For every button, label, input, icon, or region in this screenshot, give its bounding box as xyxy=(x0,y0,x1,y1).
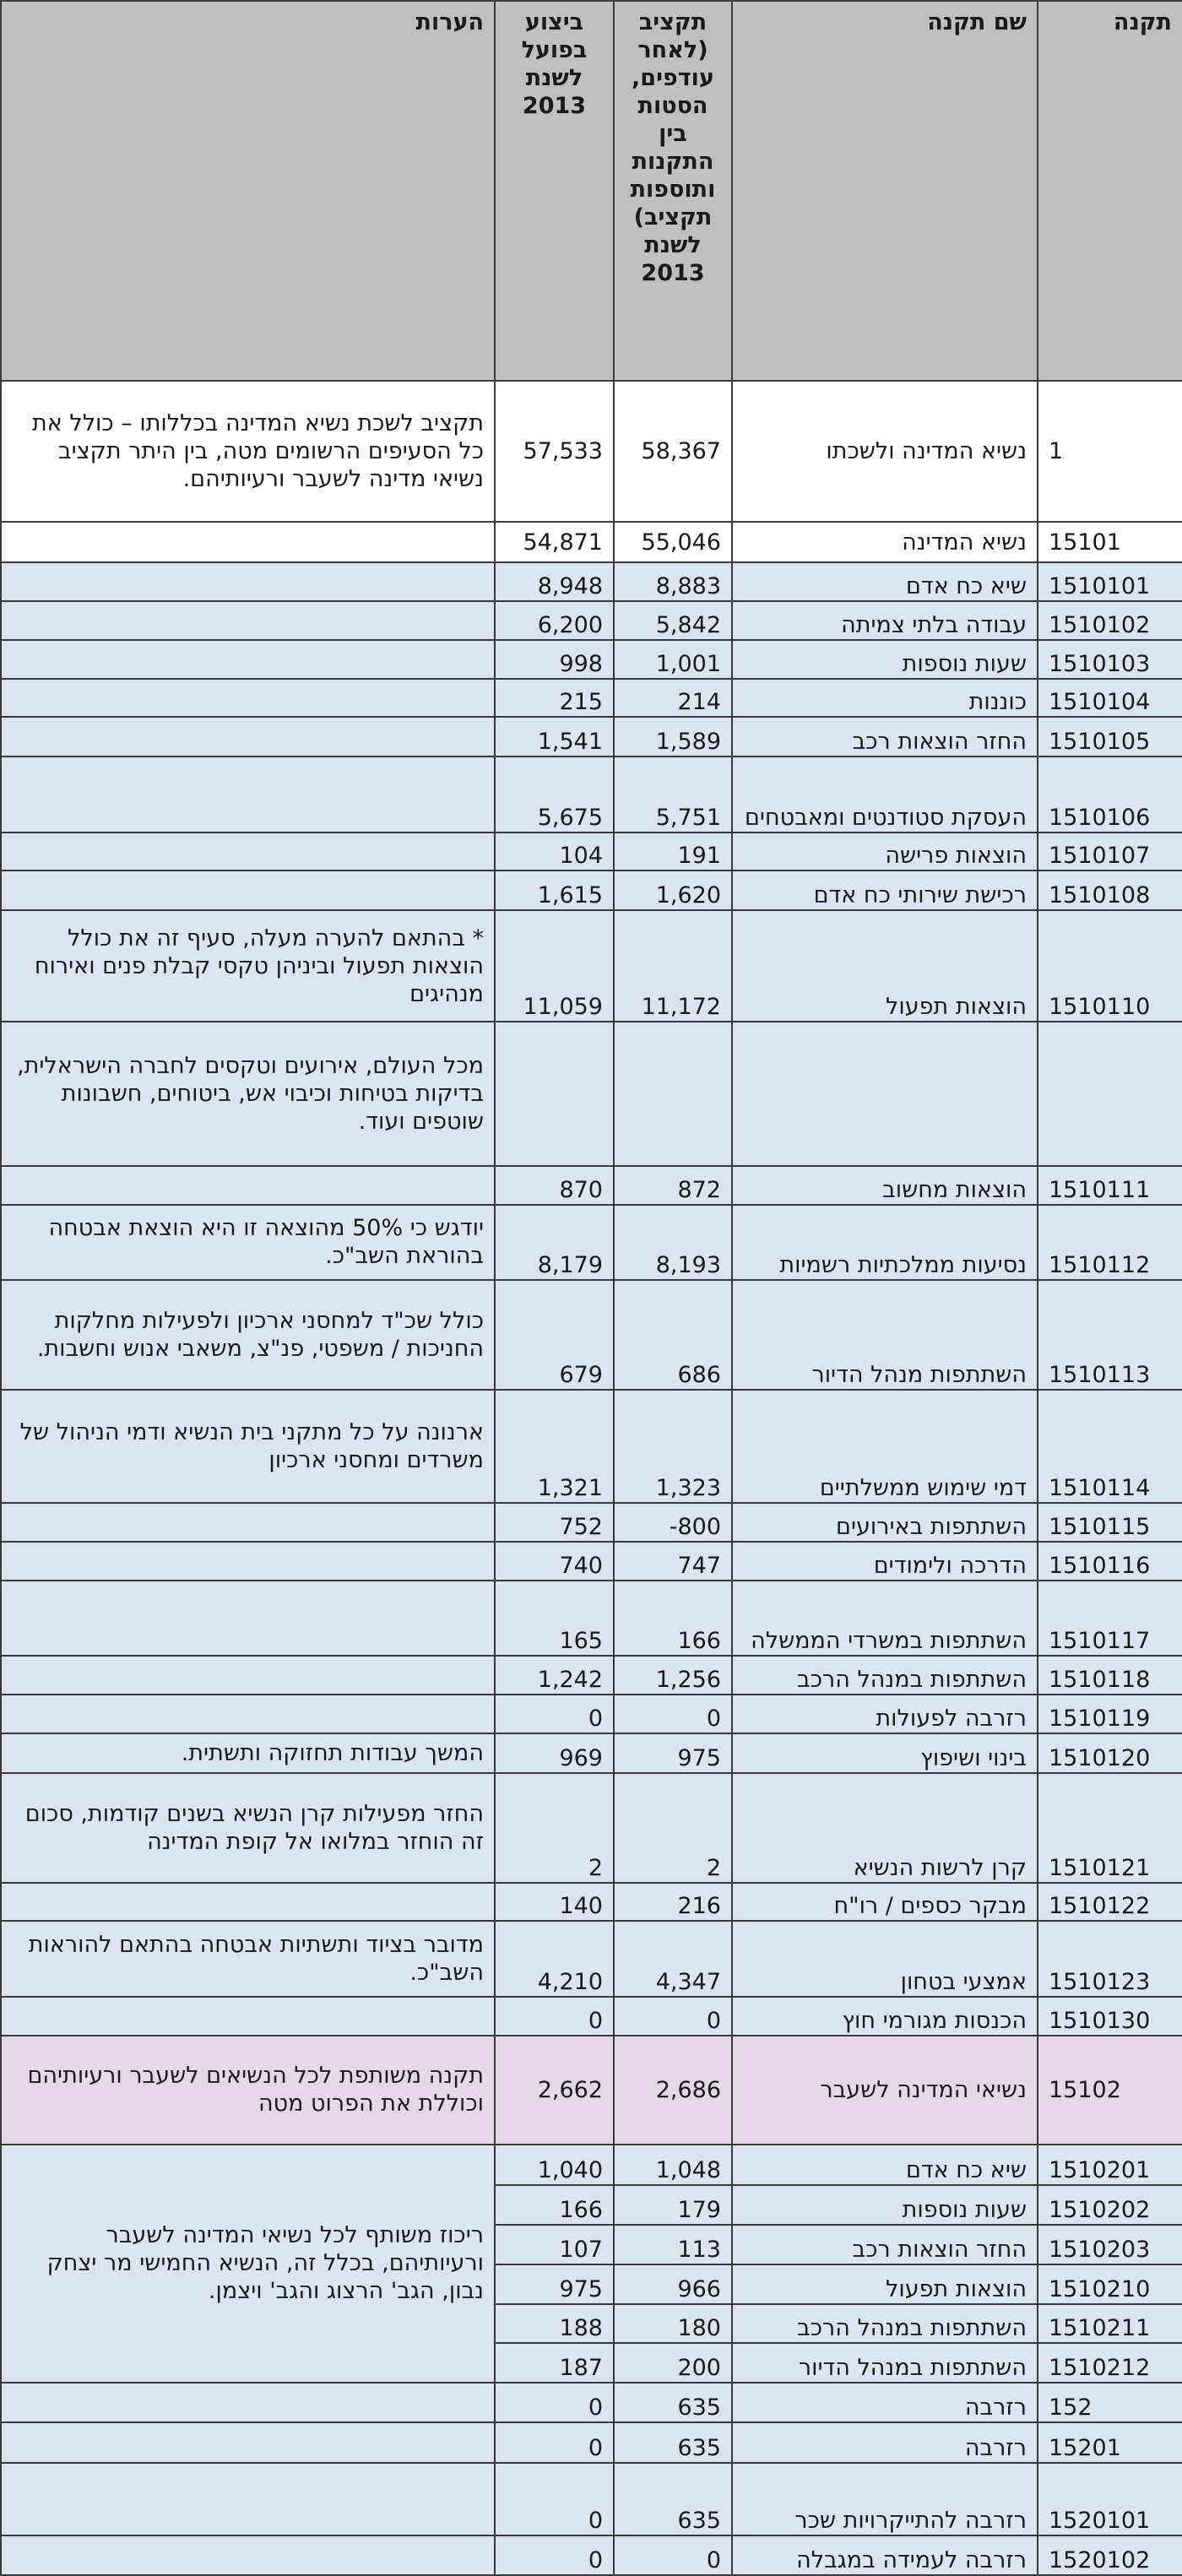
actual-cell: 6,200 xyxy=(495,601,614,640)
actual-cell: 1,242 xyxy=(495,1656,614,1695)
name-cell: השתתפות במנהל הרכב xyxy=(732,1656,1038,1695)
header-row xyxy=(1,1,1182,381)
note-cell xyxy=(1,562,495,601)
actual-cell: 679 xyxy=(495,1280,614,1390)
note-cell xyxy=(1,2463,495,2535)
note-cell xyxy=(1,601,495,640)
table-row xyxy=(1,1022,1182,1166)
budget-cell: 214 xyxy=(614,679,732,718)
table-row xyxy=(1,640,1182,679)
code-cell: 1510119 xyxy=(1038,1695,1182,1733)
table-row xyxy=(1,1280,1182,1390)
code-cell: 1510123 xyxy=(1038,1921,1182,1996)
note-cell: החזר מפעילות קרן הנשיא בשנים קודמות, סכום זה הוחזר במלואו אל קופת המדינה xyxy=(1,1773,495,1883)
actual-cell: 8,179 xyxy=(495,1205,614,1280)
code-cell: 1510115 xyxy=(1038,1503,1182,1542)
note-cell xyxy=(1,2383,495,2422)
code-cell: 1510117 xyxy=(1038,1581,1182,1656)
budget-cell: 180 xyxy=(614,2304,732,2344)
name-cell: נשיאי המדינה לשעבר xyxy=(732,2036,1038,2145)
actual-cell: 1,321 xyxy=(495,1390,614,1503)
actual-cell: 104 xyxy=(495,832,614,871)
code-cell: 1510212 xyxy=(1038,2343,1182,2383)
name-cell: רזרבה לעמידה במגבלה xyxy=(732,2535,1038,2575)
name-cell: הוצאות תפעול xyxy=(732,910,1038,1022)
code-cell: 1510111 xyxy=(1038,1166,1182,1205)
name-cell: נשיא המדינה ולשכתו xyxy=(732,381,1038,522)
code-cell: 1510116 xyxy=(1038,1542,1182,1581)
budget-cell: 872 xyxy=(614,1166,732,1205)
actual-cell: 0 xyxy=(495,2463,614,2535)
name-cell: שיא כח אדם xyxy=(732,562,1038,601)
table-row xyxy=(1,1503,1182,1542)
budget-cell: 2 xyxy=(614,1773,732,1883)
budget-cell: 166 xyxy=(614,1581,732,1656)
budget-cell: 191 xyxy=(614,832,732,871)
name-cell: מבקר כספים / רו"ח xyxy=(732,1883,1038,1922)
budget-cell: 1,323 xyxy=(614,1390,732,1503)
budget-cell: 0 xyxy=(614,1997,732,2036)
budget-cell: 635 xyxy=(614,2383,732,2422)
note-cell xyxy=(1,522,495,563)
actual-cell: 998 xyxy=(495,640,614,679)
note-cell xyxy=(1,870,495,910)
budget-cell: 8,193 xyxy=(614,1205,732,1280)
name-cell: נשיא המדינה xyxy=(732,522,1038,563)
actual-cell: 107 xyxy=(495,2225,614,2264)
table-row xyxy=(1,1883,1182,1922)
note-cell xyxy=(1,757,495,832)
budget-cell: 200 xyxy=(614,2343,732,2383)
table-row xyxy=(1,2036,1182,2145)
table-row xyxy=(1,2535,1182,2575)
name-cell: החזר הוצאות רכב xyxy=(732,717,1038,757)
code-cell: 1520101 xyxy=(1038,2463,1182,2535)
note-cell xyxy=(1,1656,495,1695)
actual-cell: 1,541 xyxy=(495,717,614,757)
note-cell xyxy=(1,2535,495,2575)
budget-cell: -800 xyxy=(614,1503,732,1542)
code-cell: 1510101 xyxy=(1038,562,1182,601)
name-cell: הוצאות מחשוב xyxy=(732,1166,1038,1205)
code-cell: 1510201 xyxy=(1038,2145,1182,2186)
budget-cell: 4,347 xyxy=(614,1921,732,1996)
actual-cell: 5,675 xyxy=(495,757,614,832)
note-cell: המשך עבודות תחזוקה ותשתית. xyxy=(1,1733,495,1773)
name-cell: הכנסות מגורמי חוץ xyxy=(732,1997,1038,2036)
table-row xyxy=(1,2422,1182,2463)
name-cell: רזרבה xyxy=(732,2383,1038,2422)
note-cell: מכל העולם, אירועים וטקסים לחברה הישראלית, בדיקות בטיחות וכיבוי אש, ביטוחים, חשבונות שוטפים ועוד. xyxy=(1,1022,495,1166)
note-cell xyxy=(1,679,495,718)
budget-cell: 0 xyxy=(614,2535,732,2575)
budget-cell: 58,367 xyxy=(614,381,732,522)
budget-cell: 0 xyxy=(614,1695,732,1733)
actual-cell: 0 xyxy=(495,2422,614,2463)
budget-cell: 1,001 xyxy=(614,640,732,679)
budget-cell: 1,620 xyxy=(614,870,732,910)
actual-cell: 2,662 xyxy=(495,2036,614,2145)
budget-cell: 966 xyxy=(614,2264,732,2304)
header-notes: הערות xyxy=(1,1,495,381)
table-row xyxy=(1,1542,1182,1581)
actual-cell: 975 xyxy=(495,2264,614,2304)
name-cell: נסיעות ממלכתיות רשמיות xyxy=(732,1205,1038,1280)
actual-cell: 165 xyxy=(495,1581,614,1656)
table-row xyxy=(1,679,1182,718)
table-row xyxy=(1,910,1182,1022)
code-cell: 152 xyxy=(1038,2383,1182,2422)
table-row xyxy=(1,562,1182,601)
code-cell: 1510103 xyxy=(1038,640,1182,679)
table-row xyxy=(1,2463,1182,2535)
table-row xyxy=(1,832,1182,871)
budget-cell: 635 xyxy=(614,2422,732,2463)
name-cell: העסקת סטודנטים ומאבטחים xyxy=(732,757,1038,832)
code-cell: 15201 xyxy=(1038,2422,1182,2463)
table-body xyxy=(1,381,1182,2575)
actual-cell: 1,040 xyxy=(495,2145,614,2186)
code-cell: 1510122 xyxy=(1038,1883,1182,1922)
actual-cell: 752 xyxy=(495,1503,614,1542)
code-cell: 1 xyxy=(1038,381,1182,522)
name-cell: שיא כח אדם xyxy=(732,2145,1038,2186)
actual-cell: 2 xyxy=(495,1773,614,1883)
note-cell xyxy=(1,2422,495,2463)
name-cell: החזר הוצאות רכב xyxy=(732,2225,1038,2264)
name-cell: השתתפות מנהל הדיור xyxy=(732,1280,1038,1390)
actual-cell: 969 xyxy=(495,1733,614,1773)
table-row xyxy=(1,522,1182,563)
note-cell xyxy=(1,1542,495,1581)
budget-cell: 11,172 xyxy=(614,910,732,1022)
name-cell: הוצאות פרישה xyxy=(732,832,1038,871)
actual-cell xyxy=(495,1022,614,1166)
header-actual: ביצוע בפועל לשנת 2013 xyxy=(495,1,614,381)
actual-cell: 0 xyxy=(495,2383,614,2422)
budget-cell: 5,842 xyxy=(614,601,732,640)
note-cell xyxy=(1,717,495,757)
table-row xyxy=(1,1581,1182,1656)
code-cell: 1510202 xyxy=(1038,2185,1182,2225)
table-row xyxy=(1,2383,1182,2422)
budget-cell xyxy=(614,1022,732,1166)
actual-cell: 54,871 xyxy=(495,522,614,563)
table-row xyxy=(1,1205,1182,1280)
table-row xyxy=(1,2145,1182,2186)
budget-cell: 747 xyxy=(614,1542,732,1581)
budget-cell: 975 xyxy=(614,1733,732,1773)
code-cell: 1510120 xyxy=(1038,1733,1182,1773)
merged-note-cell: ריכוז משותף לכל נשיאי המדינה לשעבר ורעיותיהם, בכלל זה, הנשיא החמישי מר יצחק נבון, הגב' הרצוג והגב' ויצמן. xyxy=(1,2145,495,2383)
note-cell: מדובר בציוד ותשתיות אבטחה בהתאם להוראות השב"כ. xyxy=(1,1921,495,1996)
name-cell: רזרבה לפעולות xyxy=(732,1695,1038,1733)
budget-cell: 686 xyxy=(614,1280,732,1390)
note-cell xyxy=(1,1166,495,1205)
code-cell: 1510114 xyxy=(1038,1390,1182,1503)
actual-cell: 1,615 xyxy=(495,870,614,910)
table-row xyxy=(1,1390,1182,1503)
code-cell: 15102 xyxy=(1038,2036,1182,2145)
actual-cell: 140 xyxy=(495,1883,614,1922)
budget-cell: 55,046 xyxy=(614,522,732,563)
actual-cell: 0 xyxy=(495,2535,614,2575)
header-name: שם תקנה xyxy=(732,1,1038,381)
budget-cell: 216 xyxy=(614,1883,732,1922)
budget-cell: 1,256 xyxy=(614,1656,732,1695)
code-cell: 1520102 xyxy=(1038,2535,1182,2575)
code-cell: 1510112 xyxy=(1038,1205,1182,1280)
code-cell: 1510107 xyxy=(1038,832,1182,871)
code-cell: 1510118 xyxy=(1038,1656,1182,1695)
code-cell xyxy=(1038,1022,1182,1166)
note-cell xyxy=(1,640,495,679)
name-cell: דמי שימוש ממשלתיים xyxy=(732,1390,1038,1503)
name-cell: השתתפות במנהל הרכב xyxy=(732,2304,1038,2344)
table-row xyxy=(1,601,1182,640)
name-cell xyxy=(732,1022,1038,1166)
table-row xyxy=(1,1166,1182,1205)
actual-cell: 11,059 xyxy=(495,910,614,1022)
budget-cell: 8,883 xyxy=(614,562,732,601)
name-cell: רזרבה להתייקרויות שכר xyxy=(732,2463,1038,2535)
actual-cell: 187 xyxy=(495,2343,614,2383)
table-row xyxy=(1,1997,1182,2036)
header-budget: תקציב (לאחר עודפים, הסטות בין התקנות ותוספות תקציב) לשנת 2013 xyxy=(614,1,732,381)
note-cell xyxy=(1,1581,495,1656)
budget-cell: 179 xyxy=(614,2185,732,2225)
note-cell: ארנונה על כל מתקני בית הנשיא ודמי הניהול של משרדים ומחסני ארכיון xyxy=(1,1390,495,1503)
table-row xyxy=(1,1695,1182,1733)
name-cell: שעות נוספות xyxy=(732,640,1038,679)
code-cell: 1510211 xyxy=(1038,2304,1182,2344)
name-cell: הדרכה ולימודים xyxy=(732,1542,1038,1581)
code-cell: 1510104 xyxy=(1038,679,1182,718)
actual-cell: 740 xyxy=(495,1542,614,1581)
note-cell: יודגש כי 50% מהוצאה זו היא הוצאת אבטחה בהוראת השב"כ. xyxy=(1,1205,495,1280)
note-cell xyxy=(1,832,495,871)
table-row xyxy=(1,870,1182,910)
table-row xyxy=(1,1656,1182,1695)
name-cell: אמצעי בטחון xyxy=(732,1921,1038,1996)
note-cell xyxy=(1,1883,495,1922)
actual-cell: 0 xyxy=(495,1695,614,1733)
name-cell: רכישת שירותי כח אדם xyxy=(732,870,1038,910)
actual-cell: 188 xyxy=(495,2304,614,2344)
name-cell: השתתפות באירועים xyxy=(732,1503,1038,1542)
name-cell: רזרבה xyxy=(732,2422,1038,2463)
budget-cell: 1,048 xyxy=(614,2145,732,2186)
code-cell: 1510203 xyxy=(1038,2225,1182,2264)
code-cell: 1510102 xyxy=(1038,601,1182,640)
name-cell: עבודה בלתי צמיתה xyxy=(732,601,1038,640)
budget-cell: 635 xyxy=(614,2463,732,2535)
code-cell: 1510210 xyxy=(1038,2264,1182,2304)
table-row xyxy=(1,1921,1182,1996)
code-cell: 1510105 xyxy=(1038,717,1182,757)
table-row xyxy=(1,1773,1182,1883)
actual-cell: 166 xyxy=(495,2185,614,2225)
code-cell: 1510108 xyxy=(1038,870,1182,910)
code-cell: 1510110 xyxy=(1038,910,1182,1022)
table-header xyxy=(1,1,1182,381)
actual-cell: 215 xyxy=(495,679,614,718)
table-row xyxy=(1,1733,1182,1773)
table-row xyxy=(1,381,1182,522)
code-cell: 1510106 xyxy=(1038,757,1182,832)
name-cell: בינוי ושיפוץ xyxy=(732,1733,1038,1773)
note-cell xyxy=(1,1503,495,1542)
actual-cell: 8,948 xyxy=(495,562,614,601)
note-cell: כולל שכ"ד למחסני ארכיון ולפעילות מחלקות החניכות / משפטי, פנ"צ, משאבי אנוש וחשבות. xyxy=(1,1280,495,1390)
name-cell: כוננות xyxy=(732,679,1038,718)
name-cell: קרן לרשות הנשיא xyxy=(732,1773,1038,1883)
note-cell: תקנה משותפת לכל הנשיאים לשעבר ורעיותיהם וכוללת את הפרוט מטה xyxy=(1,2036,495,2145)
budget-cell: 5,751 xyxy=(614,757,732,832)
table-row xyxy=(1,757,1182,832)
actual-cell: 870 xyxy=(495,1166,614,1205)
name-cell: שעות נוספות xyxy=(732,2185,1038,2225)
code-cell: 1510121 xyxy=(1038,1773,1182,1883)
header-code: תקנה xyxy=(1038,1,1182,381)
code-cell: 1510113 xyxy=(1038,1280,1182,1390)
actual-cell: 4,210 xyxy=(495,1921,614,1996)
code-cell: 15101 xyxy=(1038,522,1182,563)
note-cell: תקציב לשכת נשיא המדינה בכללותו – כולל את כל הסעיפים הרשומים מטה, בין היתר תקציב נשיאי מדינה לשעבר ורעיותיהם. xyxy=(1,381,495,522)
code-cell: 1510130 xyxy=(1038,1997,1182,2036)
actual-cell: 0 xyxy=(495,1997,614,2036)
note-cell xyxy=(1,1695,495,1733)
budget-cell: 113 xyxy=(614,2225,732,2264)
table-row xyxy=(1,717,1182,757)
note-cell: * בהתאם להערה מעלה, סעיף זה את כולל הוצאות תפעול וביניהן טקסי קבלת פנים ואירוח מנהיגים xyxy=(1,910,495,1022)
note-cell xyxy=(1,1997,495,2036)
budget-cell: 2,686 xyxy=(614,2036,732,2145)
name-cell: הוצאות תפעול xyxy=(732,2264,1038,2304)
name-cell: השתתפות במנהל הדיור xyxy=(732,2343,1038,2383)
budget-cell: 1,589 xyxy=(614,717,732,757)
actual-cell: 57,533 xyxy=(495,381,614,522)
name-cell: השתתפות במשרדי הממשלה xyxy=(732,1581,1038,1656)
